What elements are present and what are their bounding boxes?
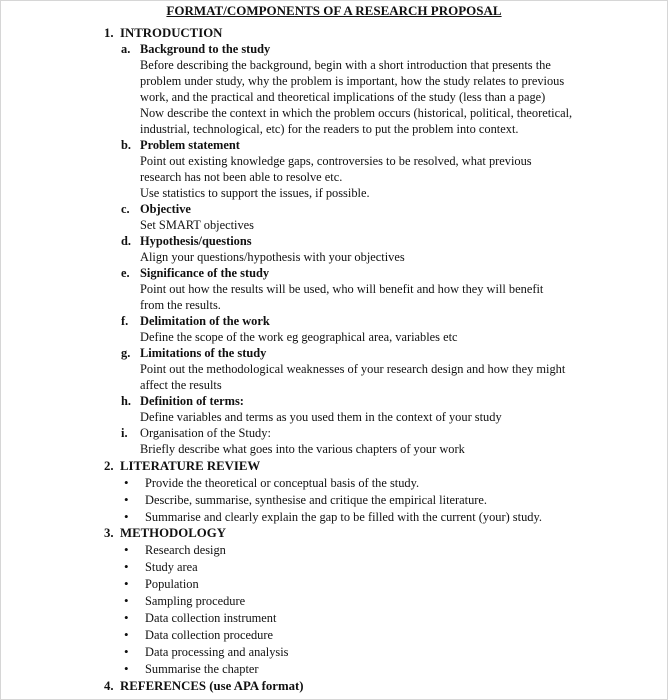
bullet-icon: •: [124, 661, 129, 676]
bullet-icon: •: [124, 492, 129, 507]
list-item-text: Provide the theoretical or conceptual basis of the study.: [145, 476, 420, 490]
body-line: research has not been able to resolve etc.: [140, 170, 343, 184]
section-heading-references: [104, 678, 304, 694]
section-heading-literature-review: [104, 458, 260, 474]
body-line: industrial, technological, etc) for the readers to put the problem into context.: [140, 122, 519, 136]
list-item: [124, 509, 542, 525]
bullet-icon: •: [124, 509, 129, 524]
subsection-title: Limitations of the study: [140, 346, 267, 360]
list-item: [124, 627, 273, 643]
section-number: 3.: [104, 526, 114, 540]
subsection-title: Problem statement: [140, 138, 240, 152]
list-item-text: Summarise and clearly explain the gap to be filled with the current (your) study.: [145, 510, 542, 524]
subsection-body: [140, 281, 595, 313]
subsection-letter: f.: [121, 314, 129, 328]
subsection-title: Background to the study: [140, 42, 271, 56]
subsection-letter: a.: [121, 42, 131, 56]
list-item-text: Sampling procedure: [145, 594, 246, 608]
list-item: [124, 559, 198, 575]
bullet-icon: •: [124, 593, 129, 608]
subsection-heading: [121, 393, 244, 409]
body-line: Set SMART objectives: [140, 218, 254, 232]
subsection-letter: h.: [121, 394, 131, 408]
subsection-body: [140, 57, 595, 137]
subsection-title: Organisation of the Study:: [140, 426, 271, 440]
body-line: Before describing the background, begin with a short introduction that presents the: [140, 58, 551, 72]
subsection-body: [140, 217, 595, 233]
subsection-heading: [121, 233, 252, 249]
subsection-letter: d.: [121, 234, 131, 248]
list-item-text: Population: [145, 577, 199, 591]
body-line: problem under study, why the problem is important, how the study relates to previous: [140, 74, 565, 88]
list-item: [124, 644, 289, 660]
body-line: affect the results: [140, 378, 222, 392]
list-item-text: Data processing and analysis: [145, 645, 289, 659]
list-item-text: Summarise the chapter: [145, 662, 259, 676]
body-line: Align your questions/hypothesis with your objectives: [140, 250, 405, 264]
page-title: FORMAT/COMPONENTS OF A RESEARCH PROPOSAL: [166, 3, 502, 18]
body-line: from the results.: [140, 298, 221, 312]
bullet-icon: •: [124, 475, 129, 490]
subsection-title: Hypothesis/questions: [140, 234, 252, 248]
body-line: Point out the methodological weaknesses of your research design and how they might: [140, 362, 566, 376]
subsection-heading: [121, 313, 270, 329]
body-line: Point out existing knowledge gaps, controversies to be resolved, what previous: [140, 154, 532, 168]
body-line: Define variables and terms as you used them in the context of your study: [140, 410, 502, 424]
body-line: Point out how the results will be used, who will benefit and how they will benefit: [140, 282, 544, 296]
subsection-body: [140, 409, 595, 425]
list-item-text: Research design: [145, 543, 226, 557]
subsection-letter: c.: [121, 202, 130, 216]
section-number: 2.: [104, 459, 114, 473]
body-line: Briefly describe what goes into the various chapters of your work: [140, 442, 465, 456]
subsection-title: Definition of terms:: [140, 394, 244, 408]
list-item-text: Data collection instrument: [145, 611, 277, 625]
subsection-body: [140, 153, 595, 201]
body-line: Now describe the context in which the problem occurs (historical, political, theoretical,: [140, 106, 573, 120]
list-item: [124, 576, 199, 592]
subsection-heading: [121, 41, 270, 57]
subsection-body: [140, 361, 595, 393]
bullet-icon: •: [124, 559, 129, 574]
subsection-heading: [121, 265, 269, 281]
list-item: [124, 492, 487, 508]
bullet-icon: •: [124, 576, 129, 591]
subsection-letter: g.: [121, 346, 131, 360]
subsection-heading: [121, 425, 271, 441]
subsection-letter: b.: [121, 138, 131, 152]
subsection-heading: [121, 345, 266, 361]
list-item-text: Describe, summarise, synthesise and critique the empirical literature.: [145, 493, 488, 507]
list-item: [124, 610, 276, 626]
subsection-body: [140, 329, 595, 345]
list-item-text: Study area: [145, 560, 198, 574]
section-title: LITERATURE REVIEW: [120, 459, 261, 473]
subsection-title: Significance of the study: [140, 266, 270, 280]
subsection-letter: i.: [121, 426, 128, 440]
body-line: Use statistics to support the issues, if possible.: [140, 186, 370, 200]
subsection-heading: [121, 201, 191, 217]
bullet-icon: •: [124, 627, 129, 642]
subsection-title: Objective: [140, 202, 191, 216]
section-title: METHODOLOGY: [120, 526, 226, 540]
subsection-heading: [121, 137, 240, 153]
subsection-body: [140, 441, 595, 457]
subsection-body: [140, 249, 595, 265]
list-item: [124, 542, 226, 558]
section-title: INTRODUCTION: [120, 26, 223, 40]
list-item-text: Data collection procedure: [145, 628, 273, 642]
list-item: [124, 475, 419, 491]
section-number: 4.: [104, 679, 114, 693]
section-heading-methodology: [104, 525, 226, 541]
body-line: work, and the practical and theoretical implications of the study (less than a page): [140, 90, 546, 104]
bullet-icon: •: [124, 644, 129, 659]
subsection-title: Delimitation of the work: [140, 314, 270, 328]
subsection-letter: e.: [121, 266, 130, 280]
bullet-icon: •: [124, 542, 129, 557]
section-number: 1.: [104, 26, 114, 40]
list-item: [124, 661, 259, 677]
bullet-icon: •: [124, 610, 129, 625]
body-line: Define the scope of the work eg geographical area, variables etc: [140, 330, 458, 344]
section-title: REFERENCES (use APA format): [120, 679, 304, 693]
section-heading-introduction: [104, 25, 222, 41]
list-item: [124, 593, 245, 609]
